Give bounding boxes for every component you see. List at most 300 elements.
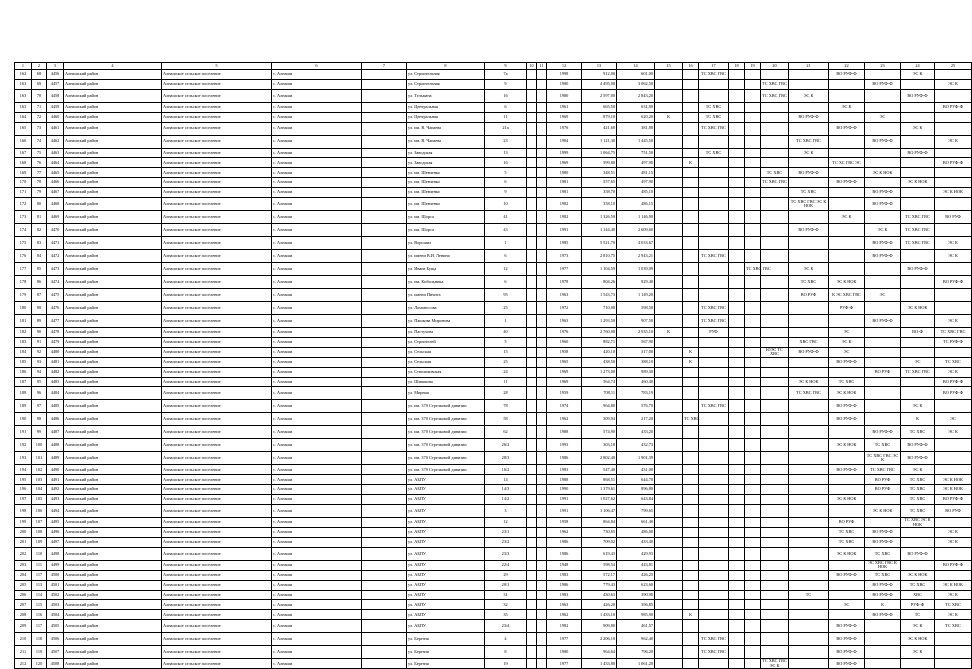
table-cell: Алнашский район (64, 646, 162, 659)
table-cell (527, 570, 537, 580)
table-cell: с. Алнаши (272, 135, 362, 148)
table-cell: 962,40 (617, 633, 655, 646)
table-row (15, 439, 972, 452)
table-cell (362, 168, 407, 178)
table-cell (362, 276, 407, 289)
table-cell: 4474 (47, 276, 64, 289)
table-cell: 4468 (47, 198, 64, 211)
table-cell: 431,00 (617, 465, 655, 475)
table-cell: с. Алнаши (272, 328, 362, 338)
table-cell: ВО РУФ (935, 211, 972, 224)
table-cell: 179 (15, 289, 32, 302)
table-cell: ул. АБПУ (407, 580, 485, 590)
table-cell: 117 (32, 620, 47, 633)
table-cell: 21а (485, 122, 527, 135)
table-cell: 73 (32, 122, 47, 135)
table-cell: ул. Строительная (407, 70, 485, 80)
table-cell (865, 387, 901, 400)
table-cell (527, 610, 537, 620)
table-cell (729, 102, 745, 112)
table-cell: с. Алнаши (272, 610, 362, 620)
table-cell: 72 (32, 112, 47, 122)
table-cell: ЭС К (935, 367, 972, 377)
table-cell (537, 289, 547, 302)
table-cell (683, 237, 699, 250)
table-cell: Алнашское сельское поселение (162, 188, 272, 198)
table-cell (362, 426, 407, 439)
table-cell (829, 580, 865, 590)
table-cell: 4501 (47, 580, 64, 590)
table-cell (729, 367, 745, 377)
table-cell: Алнашский район (64, 198, 162, 211)
table-cell: Алнашское сельское поселение (162, 439, 272, 452)
table-cell (761, 495, 789, 505)
table-row (15, 211, 972, 224)
table-cell: 1988 (547, 426, 582, 439)
table-cell: 14/3 (485, 485, 527, 495)
table-cell: 205 (15, 580, 32, 590)
table-cell (761, 357, 789, 367)
table-cell: 390,90 (617, 590, 655, 600)
table-cell (745, 357, 761, 367)
table-cell: ВО РУФ-Ф (935, 158, 972, 168)
table-cell (362, 263, 407, 276)
table-cell (683, 400, 699, 413)
table-cell (699, 495, 729, 505)
table-cell (655, 357, 683, 367)
table-cell: 4458 (47, 89, 64, 102)
table-cell: 4479 (47, 337, 64, 347)
table-cell: 103 (32, 475, 47, 485)
table-cell: 4484 (47, 387, 64, 400)
table-cell (935, 289, 972, 302)
table-cell (655, 178, 683, 188)
table-cell: 303,18 (582, 439, 617, 452)
table-cell: с. Алнаши (272, 148, 362, 158)
table-cell (537, 302, 547, 315)
table-cell (761, 475, 789, 485)
table-cell (935, 646, 972, 659)
table-cell (362, 377, 407, 387)
table-cell: ул. Березня (407, 646, 485, 659)
table-cell: 173 (15, 211, 32, 224)
table-cell (537, 347, 547, 357)
table-cell: 4472 (47, 250, 64, 263)
table-cell: Алнашский район (64, 178, 162, 188)
table-cell: 829,40 (617, 276, 655, 289)
table-cell: 11 (485, 112, 527, 122)
table-cell: 28/3 (485, 452, 527, 465)
table-cell: 1969 (547, 112, 582, 122)
table-cell: ВО РУФ-Ф (865, 237, 901, 250)
table-cell (655, 102, 683, 112)
table-cell (655, 79, 683, 89)
table-cell: К (655, 328, 683, 338)
table-cell (537, 439, 547, 452)
table-cell (655, 315, 683, 328)
table-cell: Алнашское сельское поселение (162, 328, 272, 338)
table-cell: 106 (32, 505, 47, 518)
table-cell: Алнашское сельское поселение (162, 505, 272, 518)
table-cell (745, 211, 761, 224)
table-cell: 779,43 (582, 580, 617, 590)
column-number-cell: 23 (865, 63, 901, 70)
table-cell: Алнашский район (64, 289, 162, 302)
table-cell: ТС ХВС ГВС (901, 237, 935, 250)
table-cell (362, 337, 407, 347)
table-cell (537, 79, 547, 89)
table-cell (362, 387, 407, 400)
table-cell: Алнашский район (64, 315, 162, 328)
table-cell: 1965 (547, 357, 582, 367)
table-cell (745, 188, 761, 198)
table-cell: 176 (15, 250, 32, 263)
table-cell (655, 211, 683, 224)
table-cell: 94 (32, 367, 47, 377)
table-cell (745, 347, 761, 357)
table-cell (829, 367, 865, 377)
table-cell (655, 610, 683, 620)
table-cell: 1980 (547, 79, 582, 89)
table-cell (683, 263, 699, 276)
table-cell: 113 (32, 580, 47, 590)
table-cell: ВО РУФ-Ф (901, 89, 935, 102)
table-row (15, 135, 972, 148)
table-cell: 4466 (47, 178, 64, 188)
table-cell: 163 (15, 89, 32, 102)
table-cell: Алнашский район (64, 452, 162, 465)
table-cell: Алнашское сельское поселение (162, 387, 272, 400)
table-cell: с. Алнаши (272, 646, 362, 659)
table-cell (655, 250, 683, 263)
table-cell: 164 (15, 112, 32, 122)
table-cell: ЭС К (935, 315, 972, 328)
table-cell (699, 79, 729, 89)
table-cell (655, 224, 683, 237)
table-cell: Алнашский район (64, 112, 162, 122)
table-cell (761, 485, 789, 495)
table-cell: 619,43 (582, 547, 617, 560)
table-cell: 25 (485, 302, 527, 315)
table-cell: 644,70 (617, 475, 655, 485)
table-cell (729, 570, 745, 580)
table-cell: К (683, 158, 699, 168)
table-cell: ВО РУФ-Ф (829, 659, 865, 669)
table-cell: 8 (485, 646, 527, 659)
table-cell: ВО РУФ-Ф (935, 377, 972, 387)
table-cell: ВО РУФ-Ф (829, 620, 865, 633)
table-cell: 107 (32, 518, 47, 528)
table-cell (789, 633, 829, 646)
table-cell (761, 600, 789, 610)
table-cell (655, 70, 683, 80)
table-cell (865, 302, 901, 315)
table-row (15, 452, 972, 465)
table-cell (683, 505, 699, 518)
table-cell: ТС ХВС ГВС (761, 178, 789, 188)
table-cell: 564,74 (582, 377, 617, 387)
table-cell (655, 528, 683, 538)
table-cell: 71 (32, 102, 47, 112)
table-cell: ул. АБПУ (407, 560, 485, 570)
table-cell (699, 528, 729, 538)
table-cell: Алнашский район (64, 620, 162, 633)
table-cell: ТС ХВС ГВС (901, 367, 935, 377)
table-cell (901, 188, 935, 198)
table-cell (761, 610, 789, 620)
table-cell (729, 600, 745, 610)
table-cell: с. Алнаши (272, 178, 362, 188)
table-cell: ТС ХВС ГВС (699, 250, 729, 263)
table-cell: Алнашский район (64, 367, 162, 377)
table-cell: Алнашское сельское поселение (162, 315, 272, 328)
table-cell: 4489 (47, 452, 64, 465)
table-cell: ВО РУФ (865, 367, 901, 377)
table-cell (745, 452, 761, 465)
table-cell: 22/4 (485, 560, 527, 570)
table-cell: 2 943,21 (617, 250, 655, 263)
table-cell: 882,71 (582, 337, 617, 347)
table-cell: 1963 (547, 600, 582, 610)
table-cell (935, 347, 972, 357)
table-cell: ЭС К (901, 646, 935, 659)
table-cell: ЭС К (901, 620, 935, 633)
table-row (15, 347, 972, 357)
table-cell (761, 122, 789, 135)
table-cell: 23/1 (485, 528, 527, 538)
table-cell (537, 580, 547, 590)
table-cell: 171 (15, 188, 32, 198)
table-row (15, 367, 972, 377)
table-cell: 1999 (547, 148, 582, 158)
table-cell: Алнашское сельское поселение (162, 560, 272, 570)
table-cell: ЭС К (935, 610, 972, 620)
table-cell (683, 452, 699, 465)
table-cell (537, 337, 547, 347)
table-cell: 163 (15, 102, 32, 112)
table-cell (761, 198, 789, 211)
table-cell: 87 (32, 289, 47, 302)
table-cell: 1972 (547, 302, 582, 315)
table-cell (527, 315, 537, 328)
table-cell (761, 620, 789, 633)
table-cell (683, 224, 699, 237)
table-cell (901, 315, 935, 328)
table-cell (527, 528, 537, 538)
table-cell: 1 901,39 (617, 452, 655, 465)
table-cell: Алнашский район (64, 122, 162, 135)
table-row (15, 89, 972, 102)
table-cell: 162 (15, 70, 32, 80)
table-cell: ЭС К НОК (935, 485, 972, 495)
table-cell (935, 178, 972, 188)
table-cell (362, 289, 407, 302)
table-cell (935, 465, 972, 475)
table-cell: ТС ХВС (901, 495, 935, 505)
table-cell: с. Алнаши (272, 537, 362, 547)
table-row (15, 580, 972, 590)
table-cell: 29 (485, 570, 527, 580)
table-cell: ВО РУФ-Ф (865, 250, 901, 263)
table-cell: 1963 (547, 315, 582, 328)
column-number-cell: 3 (47, 63, 64, 70)
table-cell: 358,10 (582, 198, 617, 211)
table-cell (789, 528, 829, 538)
table-cell (683, 600, 699, 610)
table-cell (829, 168, 865, 178)
table-cell: ТС ХВС (829, 537, 865, 547)
table-cell: 183 (15, 337, 32, 347)
table-cell: Алнашский район (64, 400, 162, 413)
table-cell: 4459 (47, 102, 64, 112)
table-cell (745, 528, 761, 538)
table-cell (699, 387, 729, 400)
table-cell: ЭС (901, 357, 935, 367)
table-cell (683, 465, 699, 475)
table-cell: ВО РУФ-Ф (865, 188, 901, 198)
table-cell: 24 (485, 367, 527, 377)
table-cell: Алнашское сельское поселение (162, 367, 272, 377)
table-cell (865, 328, 901, 338)
table-cell: 438,50 (582, 357, 617, 367)
table-cell: 180 (15, 302, 32, 315)
table-cell (527, 646, 537, 659)
table-cell: Алнашский район (64, 659, 162, 669)
table-cell: 443,81 (617, 560, 655, 570)
table-cell (537, 237, 547, 250)
table-cell (527, 633, 537, 646)
table-cell (745, 315, 761, 328)
table-cell: ВО РУФ (789, 289, 829, 302)
table-cell: 1958 (547, 347, 582, 357)
table-cell: ТС ХВС (789, 276, 829, 289)
table-cell: 170 (15, 178, 32, 188)
table-cell: 1986 (547, 547, 582, 560)
table-row (15, 387, 972, 400)
table-cell: 598,50 (617, 302, 655, 315)
table-cell: ЭС К (935, 135, 972, 148)
table-cell: ВО РУФ-Ф (789, 347, 829, 357)
table-cell (527, 495, 537, 505)
table-cell: ул. Стволиковская (407, 367, 485, 377)
table-cell (362, 302, 407, 315)
table-cell: ВО РУФ (865, 485, 901, 495)
table-cell: Алнашский район (64, 337, 162, 347)
table-cell: 804,26 (582, 276, 617, 289)
table-cell (655, 400, 683, 413)
table-cell: 599,80 (582, 158, 617, 168)
table-cell: с. Алнаши (272, 452, 362, 465)
table-cell (935, 89, 972, 102)
table-cell: 95 (32, 377, 47, 387)
table-cell (699, 377, 729, 387)
table-cell: 62 (485, 426, 527, 439)
table-cell: ул. Мирная (407, 387, 485, 400)
table-cell: 194 (15, 465, 32, 475)
table-cell: 420,10 (582, 347, 617, 357)
table-cell (537, 610, 547, 620)
table-cell (761, 135, 789, 148)
table-cell (527, 600, 537, 610)
table-row (15, 276, 972, 289)
table-cell: 74 (32, 135, 47, 148)
table-cell (655, 337, 683, 347)
table-cell: 189 (15, 400, 32, 413)
table-cell: ВО РУФ-Ф (935, 560, 972, 570)
table-cell: Алнашский район (64, 328, 162, 338)
table-cell (699, 590, 729, 600)
table-cell: Алнашское сельское поселение (162, 528, 272, 538)
table-cell (683, 387, 699, 400)
column-number-cell: 7 (362, 63, 407, 70)
table-cell: 4508 (47, 659, 64, 669)
table-cell: ЭС К (789, 89, 829, 102)
table-cell: 907,50 (617, 315, 655, 328)
table-cell: с. Алнаши (272, 439, 362, 452)
table-cell: с. Алнаши (272, 102, 362, 112)
table-cell: 4463 (47, 148, 64, 158)
table-cell: 208 (15, 610, 32, 620)
table-cell (745, 289, 761, 302)
table-cell: 3 (485, 505, 527, 518)
table-cell (789, 102, 829, 112)
table-cell (527, 475, 537, 485)
table-cell (362, 600, 407, 610)
table-cell: 1 027,62 (582, 495, 617, 505)
table-cell: Алнашское сельское поселение (162, 198, 272, 211)
table-cell (789, 537, 829, 547)
table-row (15, 475, 972, 485)
table-cell (362, 188, 407, 198)
table-cell: 567,90 (617, 337, 655, 347)
table-cell: Алнашский район (64, 188, 162, 198)
table-cell: ЭС (935, 413, 972, 426)
table-cell (655, 518, 683, 528)
table-cell (537, 112, 547, 122)
table-cell: 81 (32, 211, 47, 224)
table-cell: 6 (485, 102, 527, 112)
table-cell: 1981 (547, 178, 582, 188)
table-cell (865, 211, 901, 224)
table-cell: 193 (15, 452, 32, 465)
table-cell: 1962 (547, 413, 582, 426)
table-cell: с. Алнаши (272, 70, 362, 80)
table-cell: 576,70 (617, 400, 655, 413)
table-cell: ЭС К НОК (901, 633, 935, 646)
table-cell: ХВС ГВС (789, 337, 829, 347)
table-row (15, 158, 972, 168)
table-cell (729, 89, 745, 102)
table-cell: Алнашское сельское поселение (162, 646, 272, 659)
table-cell (761, 570, 789, 580)
table-cell: ул. им. 370 Стрелковой дивизии (407, 413, 485, 426)
table-cell (745, 439, 761, 452)
table-cell (699, 547, 729, 560)
table-cell (829, 505, 865, 518)
table-cell (699, 168, 729, 178)
table-cell (729, 537, 745, 547)
table-cell (789, 659, 829, 669)
table-cell (362, 495, 407, 505)
table-cell (537, 475, 547, 485)
table-cell: Алнашское сельское поселение (162, 89, 272, 102)
table-cell (729, 188, 745, 198)
table-cell: 1 543,73 (582, 289, 617, 302)
table-cell (655, 276, 683, 289)
column-number-cell: 25 (935, 63, 972, 70)
table-cell: 5 (485, 337, 527, 347)
table-cell (761, 426, 789, 439)
